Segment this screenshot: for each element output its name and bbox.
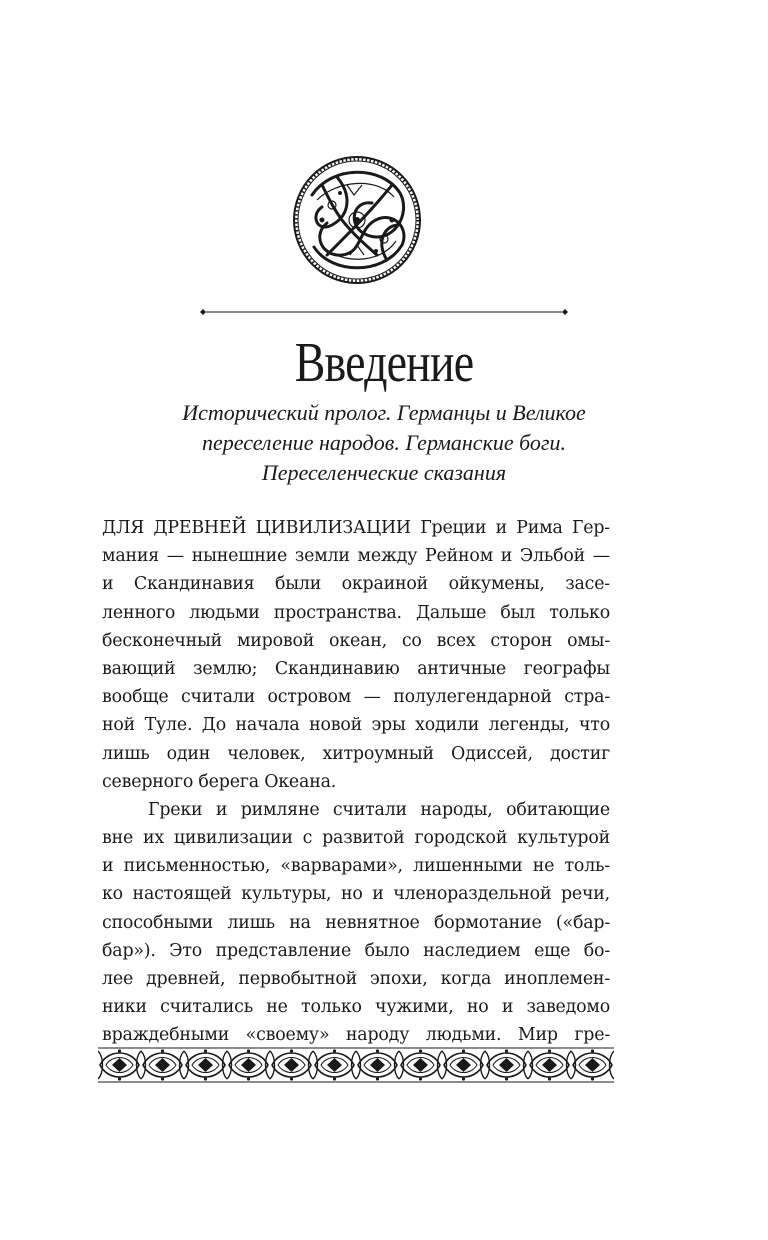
- subtitle-line: Исторический пролог. Германцы и Великое: [182, 400, 586, 425]
- text-line: Греки и римляне считали народы, обитающие: [148, 799, 610, 820]
- text-line: ники считались не только чужими, но и заведомо: [102, 997, 610, 1018]
- subtitle-line: Переселенческие сказания: [261, 460, 507, 485]
- text-line: и Скандинавия были окраиной ойкумены, засе-: [102, 574, 610, 595]
- text-line: вне их цивилизации с развитой городской культурой: [102, 828, 610, 849]
- text-line: бесконечный мировой океан, со всех сторон омы-: [102, 630, 610, 651]
- text-line: лее древней, первобытной эпохи, когда иноплемен-: [102, 969, 610, 989]
- knotwork-border-icon: [98, 1047, 614, 1083]
- text-line: ленного людьми пространства. Дальше был только: [102, 602, 610, 623]
- celtic-knot-medallion-icon: [292, 155, 422, 285]
- text-line: и письменностью, «варварами», лишенными не толь-: [102, 856, 610, 877]
- text-line: вающий землю; Скандинавию античные географы: [102, 658, 610, 679]
- text-line: вообще считали островом — полулегендарной стра-: [102, 687, 610, 708]
- text-line: мания — нынешние земли между Рейном и Эльбой —: [102, 546, 610, 567]
- chapter-title: Введение: [294, 332, 474, 394]
- text-line: бар»). Это представление было наследием еще бо-: [102, 940, 610, 961]
- subtitle-line: переселение народов. Германские боги.: [202, 430, 566, 455]
- diamond-rule-icon: [200, 309, 568, 315]
- text-line: лишь один человек, хитроумный Одиссей, достиг: [102, 743, 610, 764]
- text-line: северного берега Океана.: [102, 771, 337, 792]
- text-line: способными лишь на невнятное бормотание («бар-: [102, 912, 610, 933]
- text-line: враждебными «своему» народу людьми. Мир гре-: [102, 1025, 610, 1046]
- text-line: ко настоящей культуры, но и членораздельной речи,: [102, 884, 610, 905]
- chapter-subtitle: [110, 398, 658, 488]
- text-line: ДЛЯ ДРЕВНЕЙ ЦИВИЛИЗАЦИИ Греции и Рима Гер-: [102, 518, 610, 538]
- body-text: [102, 514, 610, 1050]
- text-line: ной Туле. До начала новой эры ходили легенды, что: [102, 715, 610, 736]
